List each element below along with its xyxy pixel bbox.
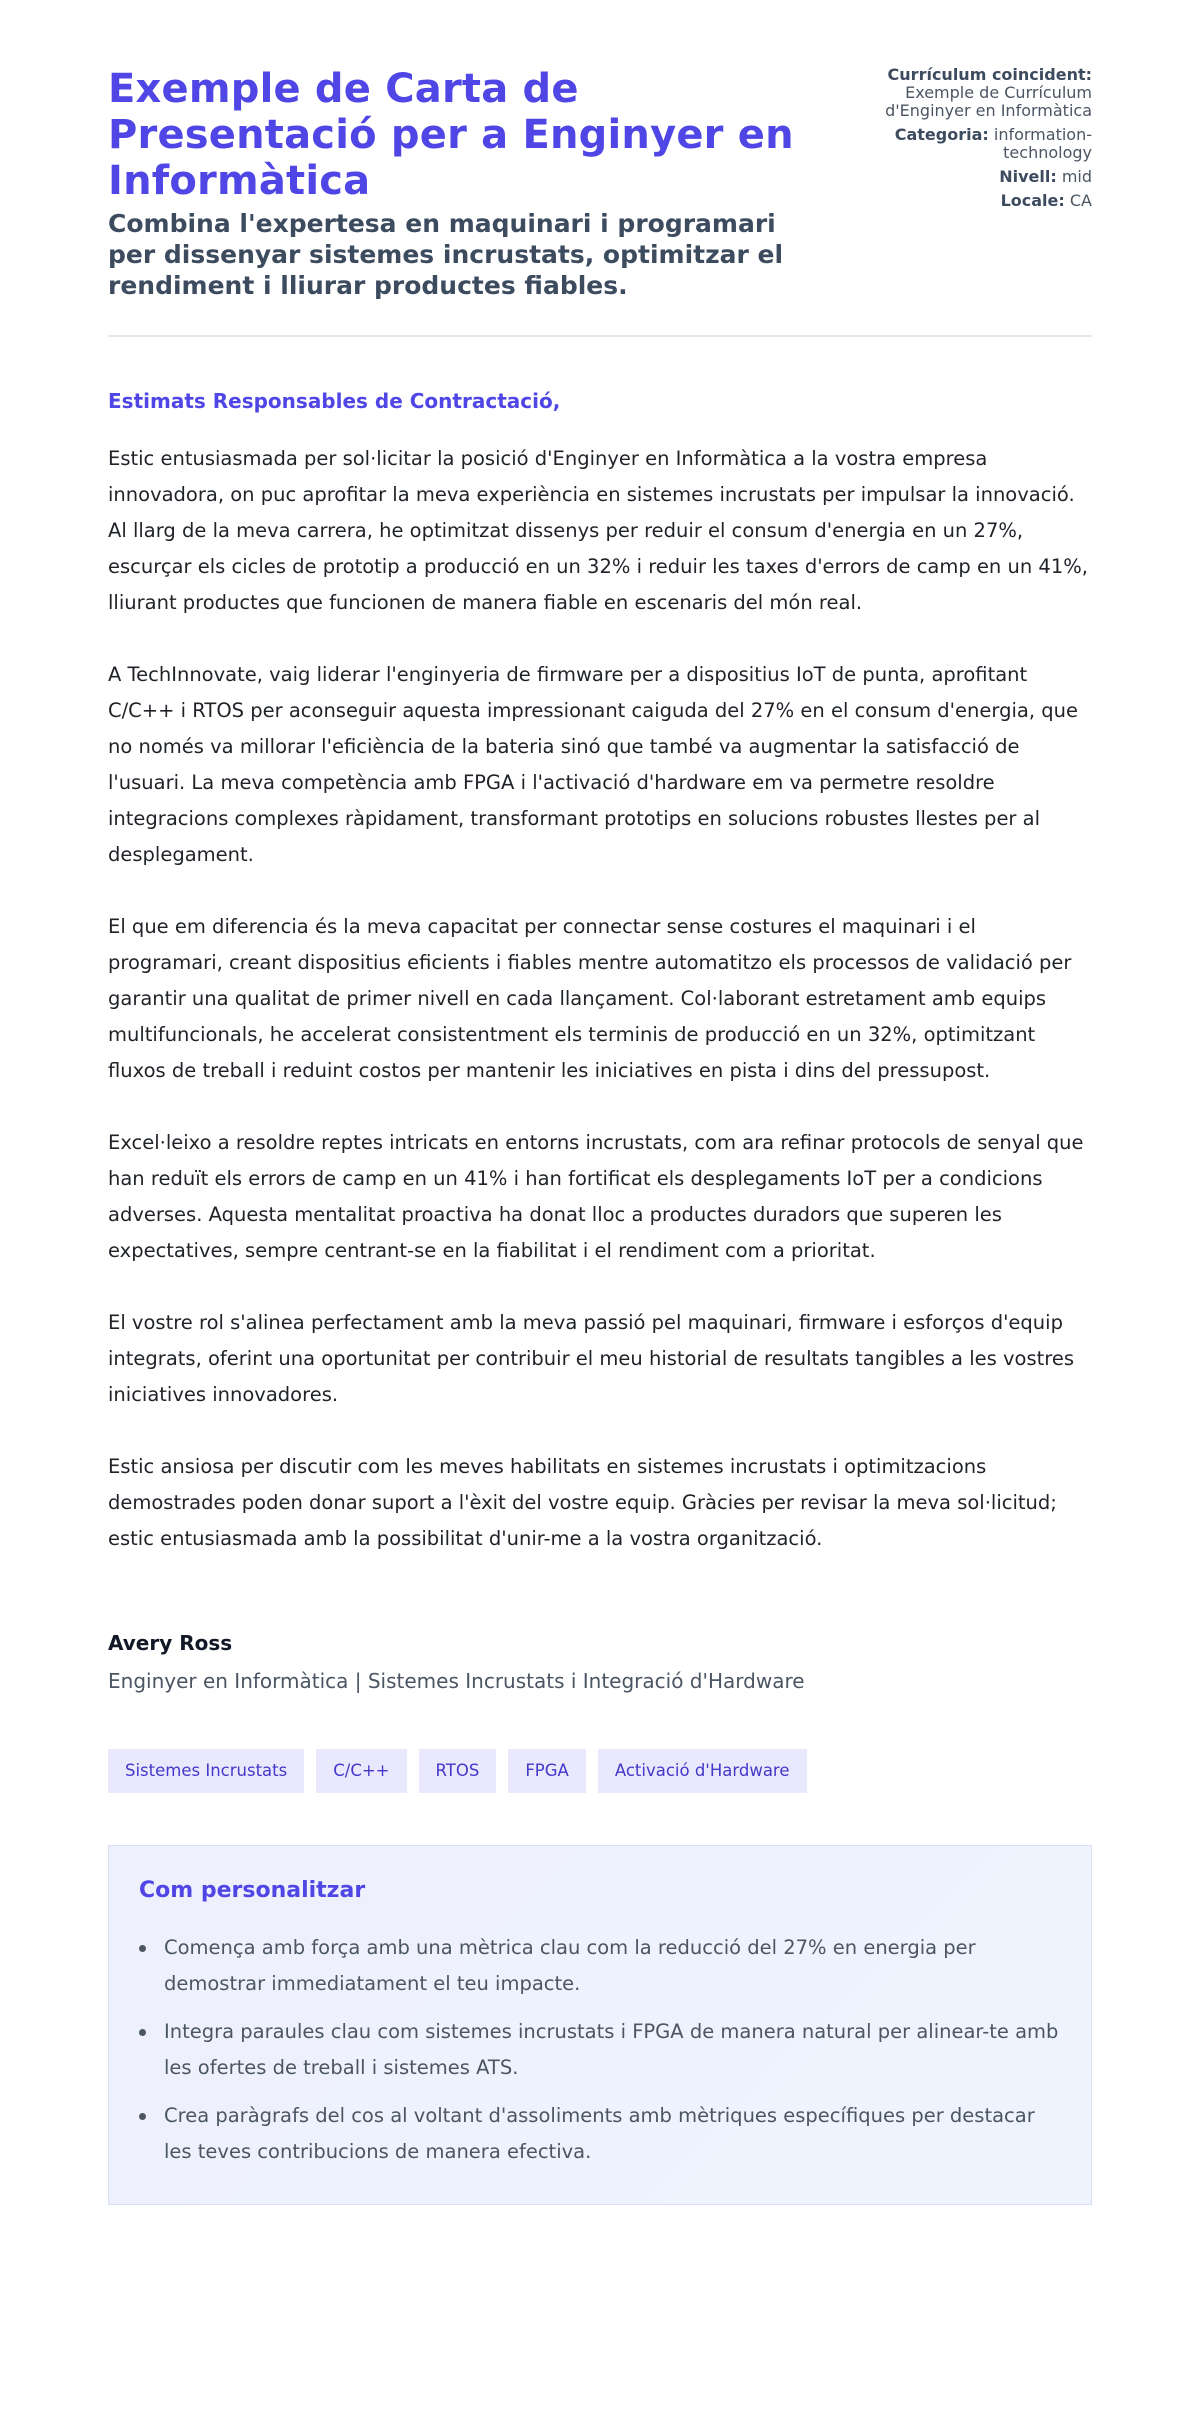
page-header xyxy=(108,66,1092,337)
tips-list-item xyxy=(139,2098,1061,2170)
meta-level-label: Nivell: xyxy=(999,167,1057,186)
letter-paragraph: Excel·leixo a resoldre reptes intricats en entorns incrustats, com ara refinar protocols de senyal que han reduït els errors de camp en un 41% i han fortificat els desplegaments IoT per a condicions adverses. Aquesta mentalitat proactiva ha donat lloc a productes duradors que superen les expectatives, sempre centrant-se en la fiabilitat i el rendiment com a prioritat. xyxy=(108,1131,1084,1262)
letter-paragraph: A TechInnovate, vaig liderar l'enginyeria de firmware per a dispositius IoT de punta, aprofitant C/C++ i RTOS per aconseguir aquesta impressionant caiguda del 27% en el consum d'energia, que no només va millorar l'eficiència de la bateria sinó que també va augmentar la satisfacció de l'usuari. La meva competència amb FPGA i l'activació d'hardware em va permetre resoldre integracions complexes ràpidament, transformant prototips en solucions robustes llestes per al desplegament. xyxy=(108,663,1078,866)
meta-category-value: information-technology xyxy=(993,125,1092,162)
meta-locale xyxy=(832,192,1092,210)
bullet-icon xyxy=(139,2113,146,2120)
signature-role: Enginyer en Informàtica | Sistemes Incrustats i Integració d'Hardware xyxy=(108,1669,805,1693)
letter-body xyxy=(108,387,1092,1557)
skill-tag: FPGA xyxy=(508,1749,586,1793)
meta-resume-value: Exemple de Currículum d'Enginyer en Informàtica xyxy=(885,83,1092,120)
skill-tags xyxy=(108,1749,1092,1793)
tips-list xyxy=(139,1930,1061,2170)
bullet-icon xyxy=(139,2029,146,2036)
tips-list-item xyxy=(139,1930,1061,2002)
skill-tag: C/C++ xyxy=(316,1749,406,1793)
skill-tag: Sistemes Incrustats xyxy=(108,1749,304,1793)
meta-category xyxy=(832,126,1092,162)
letter-paragraph: El vostre rol s'alinea perfectament amb la meva passió pel maquinari, firmware i esforços d'equip integrats, oferint una oportunitat per contribuir el meu historial de resultats tangibles a les vostres iniciatives innovadores. xyxy=(108,1311,1075,1406)
meta-level-value: mid xyxy=(1061,167,1092,186)
skill-tag: RTOS xyxy=(419,1749,497,1793)
tips-item-text: Comença amb força amb una mètrica clau com la reducció del 27% en energia per demostrar immediatament el teu impacte. xyxy=(164,1936,976,1995)
bullet-icon xyxy=(139,1945,146,1952)
customization-tips-box xyxy=(108,1845,1092,2205)
tips-title: Com personalitzar xyxy=(139,1878,366,1903)
skill-tag: Activació d'Hardware xyxy=(598,1749,807,1793)
letter-greeting: Estimats Responsables de Contractació, xyxy=(108,389,561,413)
meta-level xyxy=(832,168,1092,186)
meta-resume-label: Currículum coincident: xyxy=(887,65,1092,84)
letter-paragraph: Estic entusiasmada per sol·licitar la posició d'Enginyer en Informàtica a la vostra empresa innovadora, on puc aprofitar la meva experiència en sistemes incrustats per impulsar la innovació. Al llarg de la meva carrera, he optimitzat dissenys per reduir el consum d'energia en un 27%, escurçar els cicles de prototip a producció en un 32% i reduir les taxes d'errors de camp en un 41%, lliurant productes que funcionen de manera fiable en escenaris del món real. xyxy=(108,447,1088,614)
tips-item-text: Integra paraules clau com sistemes incrustats i FPGA de manera natural per alinear-te amb les ofertes de treball i sistemes ATS. xyxy=(164,2020,1059,2079)
tips-item-text: Crea paràgrafs del cos al voltant d'assoliments amb mètriques específiques per destacar les teves contribucions de manera efectiva. xyxy=(164,2104,1035,2163)
meta-locale-label: Locale: xyxy=(1000,191,1065,210)
signature-name: Avery Ross xyxy=(108,1631,233,1655)
meta-panel xyxy=(832,66,1092,216)
header-titles xyxy=(108,66,828,301)
signature-block xyxy=(108,1629,1092,1695)
tips-list-item xyxy=(139,2014,1061,2086)
page-subtitle: Combina l'expertesa en maquinari i programari per dissenyar sistemes incrustats, optimitzar el rendiment i lliurar productes fiables. xyxy=(108,209,784,300)
meta-locale-value: CA xyxy=(1069,191,1092,210)
letter-paragraph: Estic ansiosa per discutir com les meves habilitats en sistemes incrustats i optimitzacions demostrades poden donar suport a l'èxit del vostre equip. Gràcies per revisar la meva sol·licitud; estic entusiasmada amb la possibilitat d'unir-me a la vostra organització. xyxy=(108,1455,1057,1550)
letter-paragraph: El que em diferencia és la meva capacitat per connectar sense costures el maquinari i el programari, creant dispositius eficients i fiables mentre automatitzo els processos de validació per garantir una qualitat de primer nivell en cada llançament. Col·laborant estretament amb equips multifuncionals, he accelerat consistentment els terminis de producció en un 32%, optimitzant fluxos de treball i reduint costos per mantenir les iniciatives en pista i dins del pressupost. xyxy=(108,915,1072,1082)
meta-category-label: Categoria: xyxy=(894,125,989,144)
meta-matched-resume xyxy=(832,66,1092,120)
page-title: Exemple de Carta de Presentació per a Enginyer en Informàtica xyxy=(108,66,794,204)
